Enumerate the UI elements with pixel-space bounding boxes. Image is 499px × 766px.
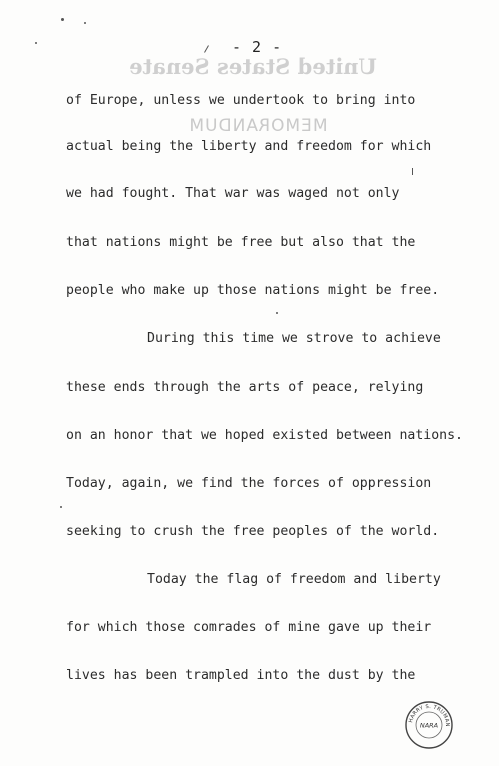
bleed-through-memorandum: MEMORANDUM xyxy=(188,116,328,136)
library-seal-icon xyxy=(404,700,454,750)
scan-speck xyxy=(35,42,37,44)
scan-speck xyxy=(412,168,413,175)
scan-speck xyxy=(276,312,278,314)
scan-speck xyxy=(84,22,86,24)
text-line-7: these ends through the arts of peace, relying xyxy=(66,380,424,395)
scan-speck xyxy=(204,45,209,52)
text-line-5: people who make up those nations might be free. xyxy=(66,283,440,298)
text-line-8: on an honor that we hoped existed between nations. xyxy=(66,428,463,443)
svg-text:NARA: NARA xyxy=(419,721,439,730)
text-line-3: we had fought. That war was waged not only xyxy=(66,186,400,201)
text-line-2: actual being the liberty and freedom for which xyxy=(66,139,432,154)
text-line-9: Today, again, we find the forces of oppression xyxy=(66,476,432,491)
text-line-12: for which those comrades of mine gave up their xyxy=(66,620,432,635)
page-number: - 2 - xyxy=(232,38,283,56)
text-line-10: seeking to crush the free peoples of the world. xyxy=(66,524,440,539)
text-line-4: that nations might be free but also that the xyxy=(66,235,416,250)
text-line-11: Today the flag of freedom and liberty xyxy=(147,572,441,587)
text-line-13: lives has been trampled into the dust by the xyxy=(66,668,416,683)
svg-text:HARRY S. TRUMAN LIBRARY: HARRY S. TRUMAN xyxy=(408,703,451,727)
scan-speck xyxy=(61,18,64,21)
bleed-through-letterhead: United States Senate xyxy=(129,54,377,79)
scan-speck xyxy=(60,506,62,508)
text-line-1: of Europe, unless we undertook to bring into xyxy=(66,93,416,108)
text-line-6: During this time we strove to achieve xyxy=(147,331,441,346)
